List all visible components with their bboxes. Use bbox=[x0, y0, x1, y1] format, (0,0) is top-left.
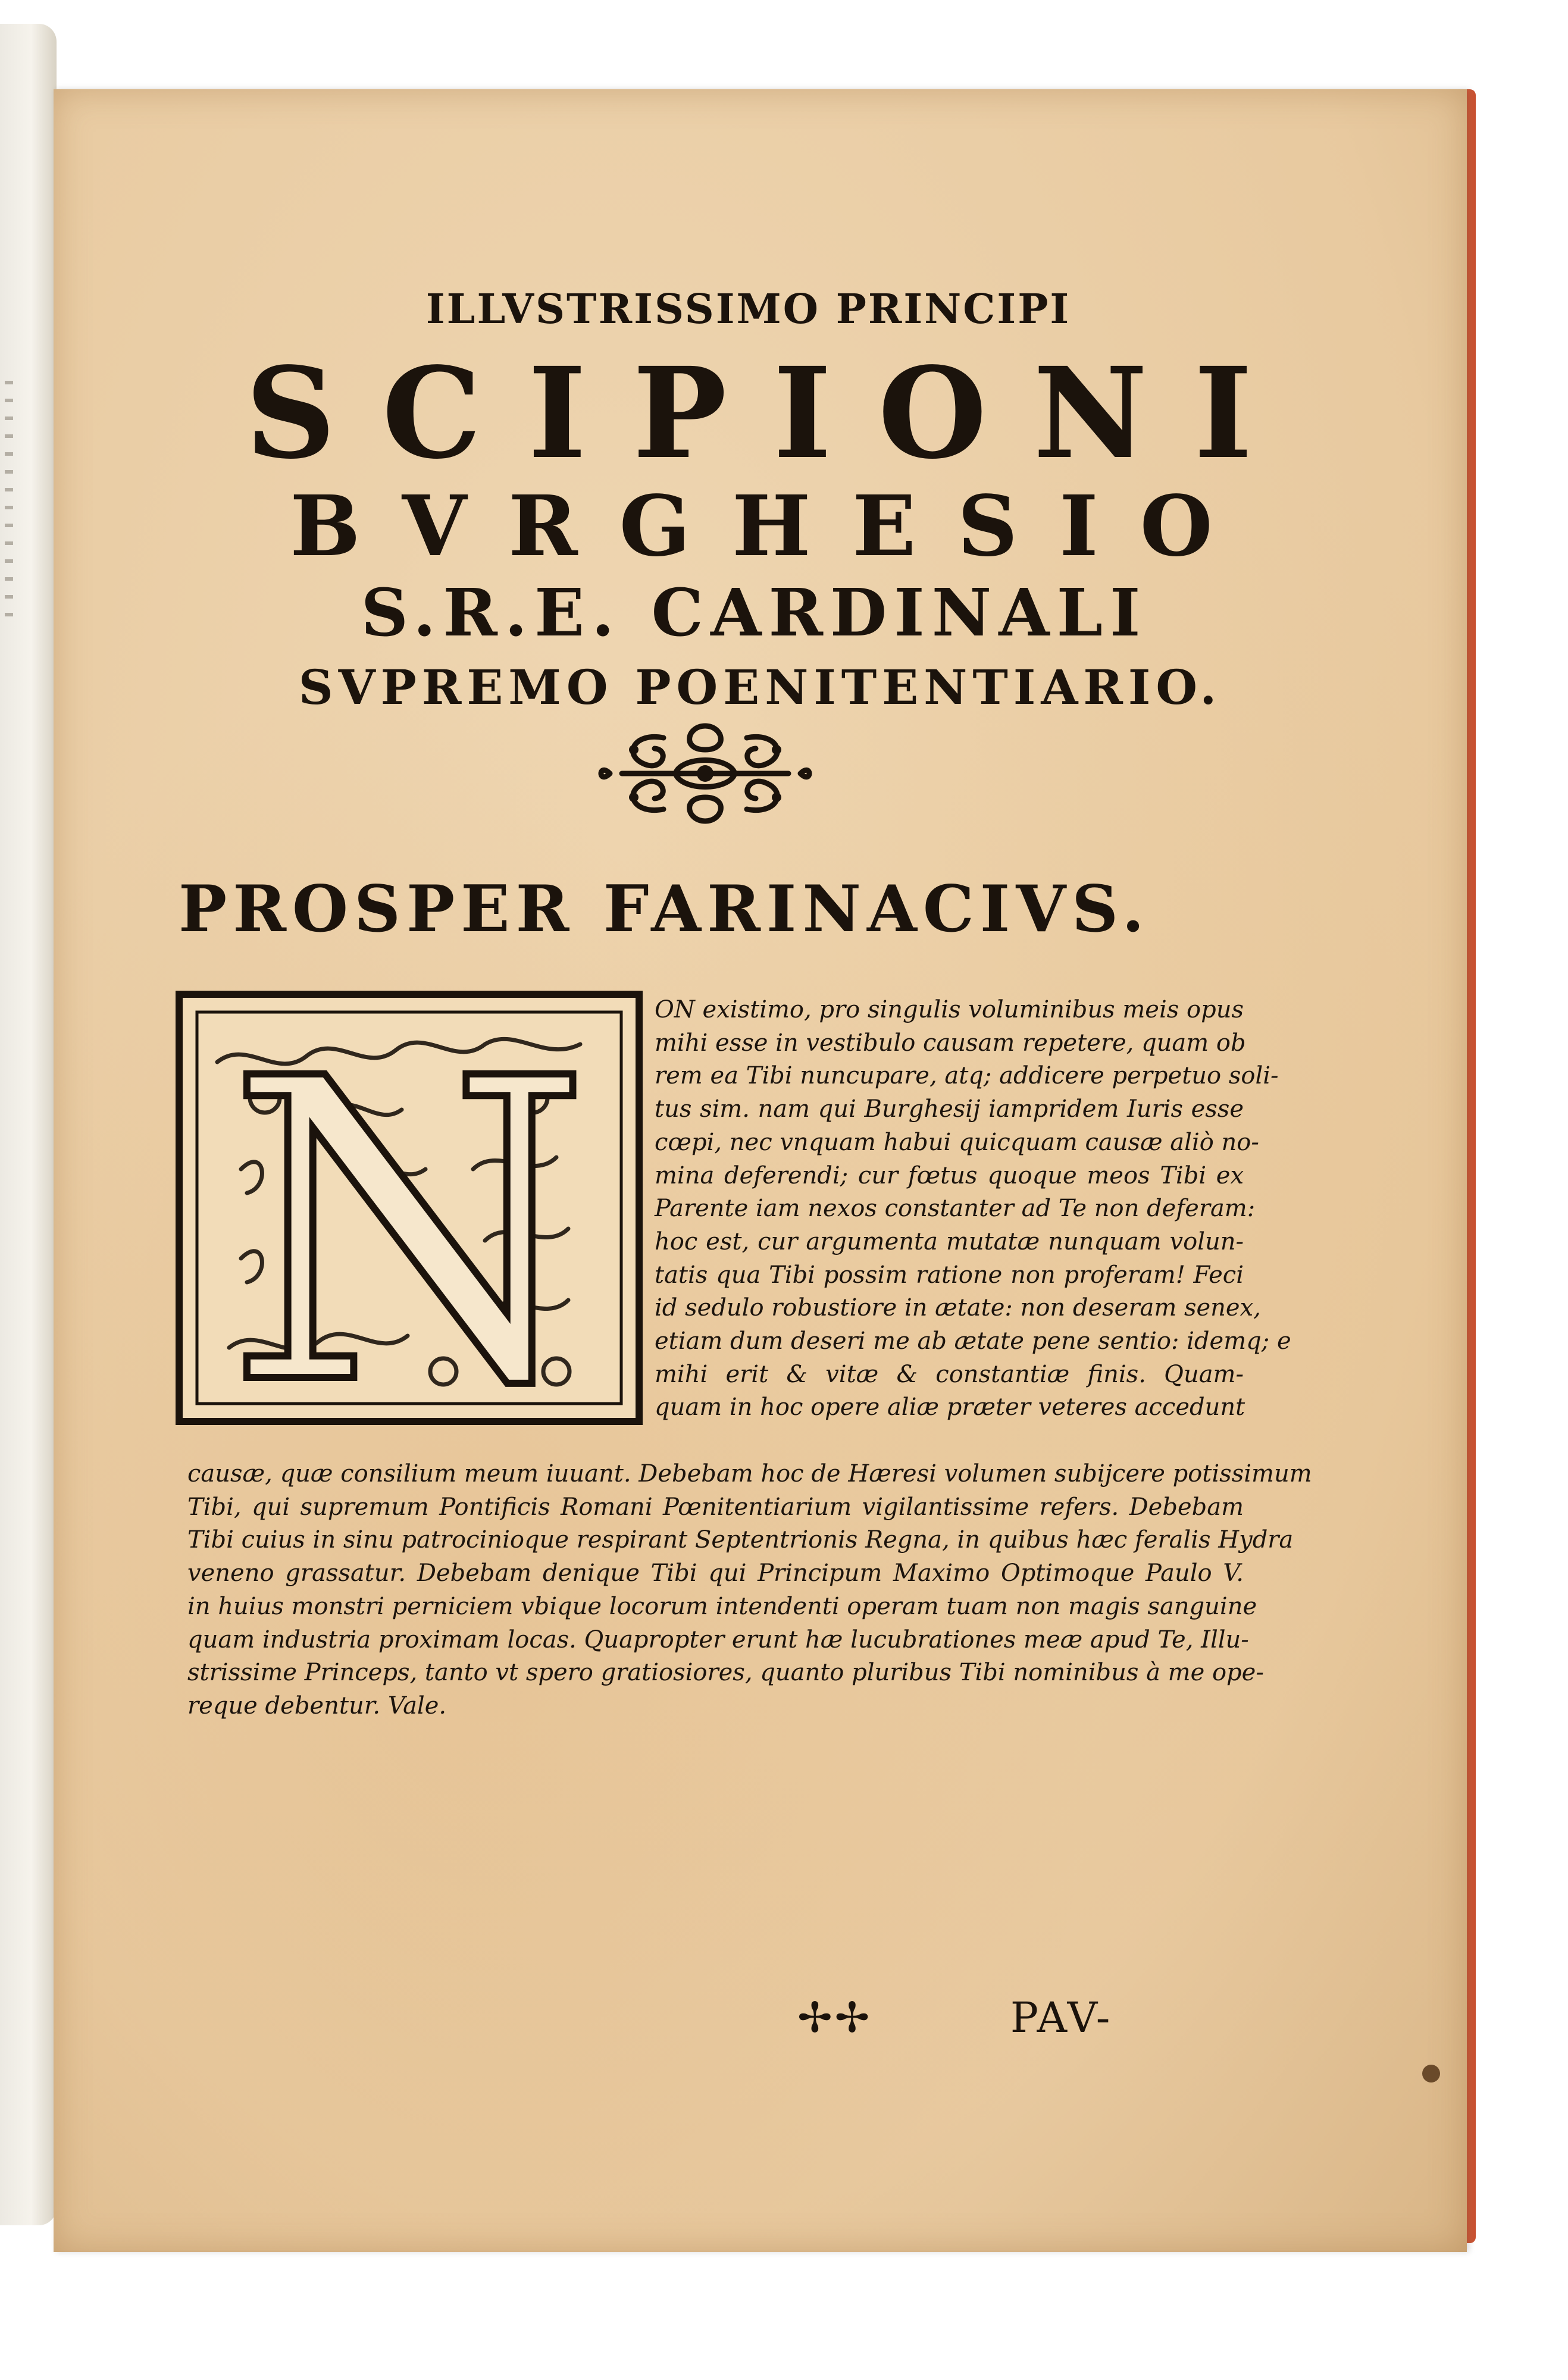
text-column-full bbox=[187, 1458, 1312, 1723]
text-line: etiam dum deseri me ab ætate pene sentio: idemq; e bbox=[655, 1327, 1291, 1355]
text-line: Parente iam nexos constanter ad Te non deferam: bbox=[655, 1195, 1256, 1223]
text-line: mihi erit & vitæ & constantiæ finis. Quam- bbox=[655, 1360, 1244, 1388]
text-line: strissime Princeps, tanto vt spero gratiosiores, quanto pluribus Tibi nominibus à me ope- bbox=[187, 1659, 1264, 1687]
heading-line-4: S.R.E. CARDINALI bbox=[361, 574, 1148, 651]
initial-letter: N bbox=[226, 991, 591, 1425]
bleed-through-marks bbox=[5, 381, 13, 631]
decorated-initial-n bbox=[176, 991, 643, 1425]
heading-line-3: BVRGHESIO bbox=[290, 478, 1254, 575]
text-line: cœpi, nec vnquam habui quicquam causæ aliò no- bbox=[655, 1128, 1259, 1156]
ornament-icon bbox=[586, 714, 824, 833]
text-line: ON existimo, pro singulis voluminibus meis opus bbox=[655, 996, 1244, 1023]
text-line: reque debentur. Vale. bbox=[187, 1692, 447, 1720]
author-heading: PROSPER FARINACIVS. bbox=[179, 872, 1150, 947]
text-line: veneno grassatur. Debebam denique Tibi qui Principum Maximo Optimoque Paulo V. bbox=[187, 1559, 1244, 1587]
text-line: Tibi, qui supremum Pontificis Romani Pœnitentiarium vigilantissime refers. Debebam bbox=[187, 1493, 1244, 1521]
signature-line bbox=[797, 1993, 1112, 2042]
text-line: causæ, quæ consilium meum iuuant. Debebam hoc de Hæresi volumen subijcere potissimum bbox=[187, 1460, 1312, 1488]
book-page bbox=[54, 89, 1467, 2252]
text-column-right bbox=[655, 994, 1291, 1424]
catchword: PAV- bbox=[1010, 1993, 1113, 2042]
text-line: mina deferendi; cur fœtus quoque meos Tibi ex bbox=[655, 1161, 1244, 1189]
text-line: id sedulo robustiore in ætate: non deseram senex, bbox=[655, 1294, 1261, 1322]
text-line: Tibi cuius in sinu patrocinioque respirant Septentrionis Regna, in quibus hæc feralis Hydra bbox=[187, 1526, 1294, 1554]
heading-line-5: SVPREMO POENITENTIARIO. bbox=[298, 659, 1222, 715]
heading-line-2: SCIPIONI bbox=[245, 340, 1299, 487]
text-line: hoc est, cur argumenta mutatæ nunquam volun- bbox=[655, 1227, 1244, 1255]
text-line: quam industria proximam locas. Quapropter erunt hæ lucubrationes meæ apud Te, Illu- bbox=[187, 1626, 1249, 1654]
text-line: tus sim. nam qui Burghesij iampridem Iuris esse bbox=[655, 1095, 1244, 1123]
signature-mark: ✢✢ bbox=[797, 1993, 872, 2042]
text-line: tatis qua Tibi possim ratione non proferam! Feci bbox=[655, 1261, 1244, 1289]
adjacent-page-edge bbox=[0, 24, 57, 2225]
text-line: in huius monstri perniciem vbique locorum intendenti operam tuam non magis sanguine bbox=[187, 1592, 1257, 1620]
text-line: quam in hoc opere aliæ præter veteres accedunt bbox=[655, 1393, 1245, 1421]
text-line: rem ea Tibi nuncupare, atq; addicere perpetuo soli- bbox=[655, 1062, 1279, 1090]
heading-line-1: ILLVSTRISSIMO PRINCIPI bbox=[425, 286, 1071, 333]
text-line: mihi esse in vestibulo causam repetere, quam ob bbox=[655, 1029, 1246, 1057]
wax-spot bbox=[1422, 2065, 1440, 2082]
